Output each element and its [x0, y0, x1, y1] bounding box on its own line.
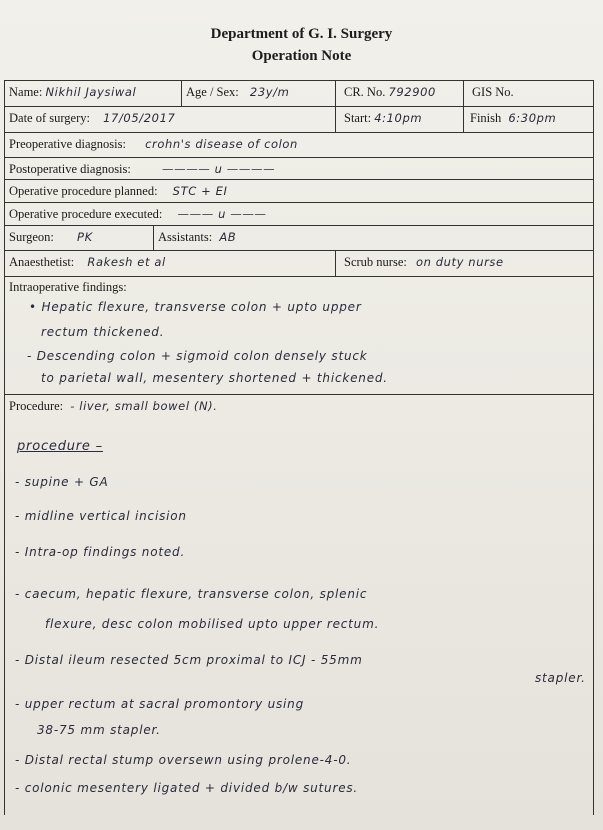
- proc-executed-ditto: ——— u ———: [177, 207, 267, 221]
- intraop-findings-section: [5, 277, 593, 395]
- name-cell: [5, 81, 181, 106]
- proc-planned-cell: [5, 180, 593, 202]
- finish-cell: [463, 107, 593, 132]
- procedure-step: - colonic mesentery ligated + divided b/w sutures.: [15, 781, 359, 795]
- procedure-step: stapler.: [535, 671, 586, 685]
- start-label: Start:: [344, 111, 372, 125]
- gis-no-label: GIS No.: [472, 85, 514, 99]
- row-proc-executed: [5, 203, 593, 226]
- row-anaesthetist: [5, 251, 593, 277]
- proc-executed-cell: [5, 203, 593, 225]
- procedure-section: [5, 395, 593, 815]
- postop-dx-cell: [5, 158, 593, 179]
- procedure-step: flexure, desc colon mobilised upto upper rectum.: [45, 617, 380, 631]
- cr-no-cell: [335, 81, 463, 106]
- assistants-label: Assistants:: [158, 230, 213, 244]
- procedure-step: 38-75 mm stapler.: [37, 723, 161, 737]
- surgeon-cell: [5, 226, 153, 250]
- preop-dx-cell: [5, 133, 593, 157]
- procedure-step: - midline vertical incision: [15, 509, 187, 523]
- finding-line: • Hepatic flexure, transverse colon + upto upper: [29, 300, 362, 314]
- assistants-value: AB: [219, 230, 237, 244]
- preop-dx-label: Preoperative diagnosis:: [9, 137, 126, 151]
- age-sex-label: Age / Sex:: [186, 85, 239, 99]
- procedure-cell: [5, 395, 593, 417]
- row-name: [5, 81, 593, 107]
- date-label: Date of surgery:: [9, 111, 90, 125]
- finding-line: rectum thickened.: [41, 325, 165, 339]
- procedure-heading: procedure –: [17, 439, 103, 454]
- row-proc-planned: [5, 180, 593, 203]
- cr-no-label: CR. No.: [344, 85, 386, 99]
- proc-executed-label: Operative procedure executed:: [9, 207, 163, 221]
- age-sex-cell: [181, 81, 335, 106]
- anaesthetist-value: Rakesh et al: [87, 255, 166, 269]
- postop-dx-ditto: ———— u ————: [162, 162, 276, 176]
- procedure-step: - supine + GA: [15, 475, 109, 489]
- row-surgeon: [5, 226, 593, 251]
- surgeon-value: PK: [77, 230, 93, 244]
- row-postop-dx: [5, 158, 593, 180]
- cr-no-value: 792900: [388, 85, 436, 99]
- finding-line: to parietal wall, mesentery shortened + thickened.: [41, 371, 388, 385]
- procedure-step: - caecum, hepatic flexure, transverse colon, splenic: [15, 587, 368, 601]
- age-sex-value: 23y/m: [249, 85, 290, 99]
- name-value: Nikhil Jaysiwal: [45, 85, 137, 99]
- start-value: 4:10pm: [374, 111, 423, 125]
- procedure-step: - Distal rectal stump oversewn using prolene-4-0.: [15, 753, 352, 767]
- procedure-note: - liver, small bowel (N).: [70, 399, 218, 413]
- name-label: Name:: [9, 85, 43, 99]
- department-heading: Department of G. I. Surgery: [210, 26, 393, 42]
- procedure-step: - upper rectum at sacral promontory using: [15, 697, 304, 711]
- date-value: 17/05/2017: [103, 111, 176, 125]
- document-title: Operation Note: [251, 48, 352, 64]
- postop-dx-label: Postoperative diagnosis:: [9, 162, 131, 176]
- gis-no-cell: [463, 81, 593, 106]
- row-preop-dx: [5, 133, 593, 158]
- anaesthetist-cell: [5, 251, 335, 276]
- intraop-findings-label: Intraoperative findings:: [9, 280, 127, 294]
- operation-form: [4, 80, 594, 815]
- procedure-label: Procedure:: [9, 399, 64, 413]
- date-cell: [5, 107, 335, 132]
- preop-dx-value: crohn's disease of colon: [145, 137, 298, 151]
- finish-label: Finish: [470, 111, 502, 125]
- procedure-step: - Intra-op findings noted.: [15, 545, 186, 559]
- procedure-step: - Distal ileum resected 5cm proximal to ICJ - 55mm: [15, 653, 363, 667]
- scrub-nurse-label: Scrub nurse:: [344, 255, 407, 269]
- finding-line: - Descending colon + sigmoid colon densely stuck: [27, 349, 368, 363]
- scrub-nurse-cell: [335, 251, 593, 276]
- finish-value: 6:30pm: [508, 111, 557, 125]
- start-cell: [335, 107, 463, 132]
- anaesthetist-label: Anaesthetist:: [9, 255, 75, 269]
- surgeon-label: Surgeon:: [9, 230, 54, 244]
- row-date: [5, 107, 593, 133]
- proc-planned-value: STC + EI: [172, 184, 228, 198]
- scrub-nurse-value: on duty nurse: [415, 255, 504, 269]
- proc-planned-label: Operative procedure planned:: [9, 184, 158, 198]
- assistants-cell: [153, 226, 593, 250]
